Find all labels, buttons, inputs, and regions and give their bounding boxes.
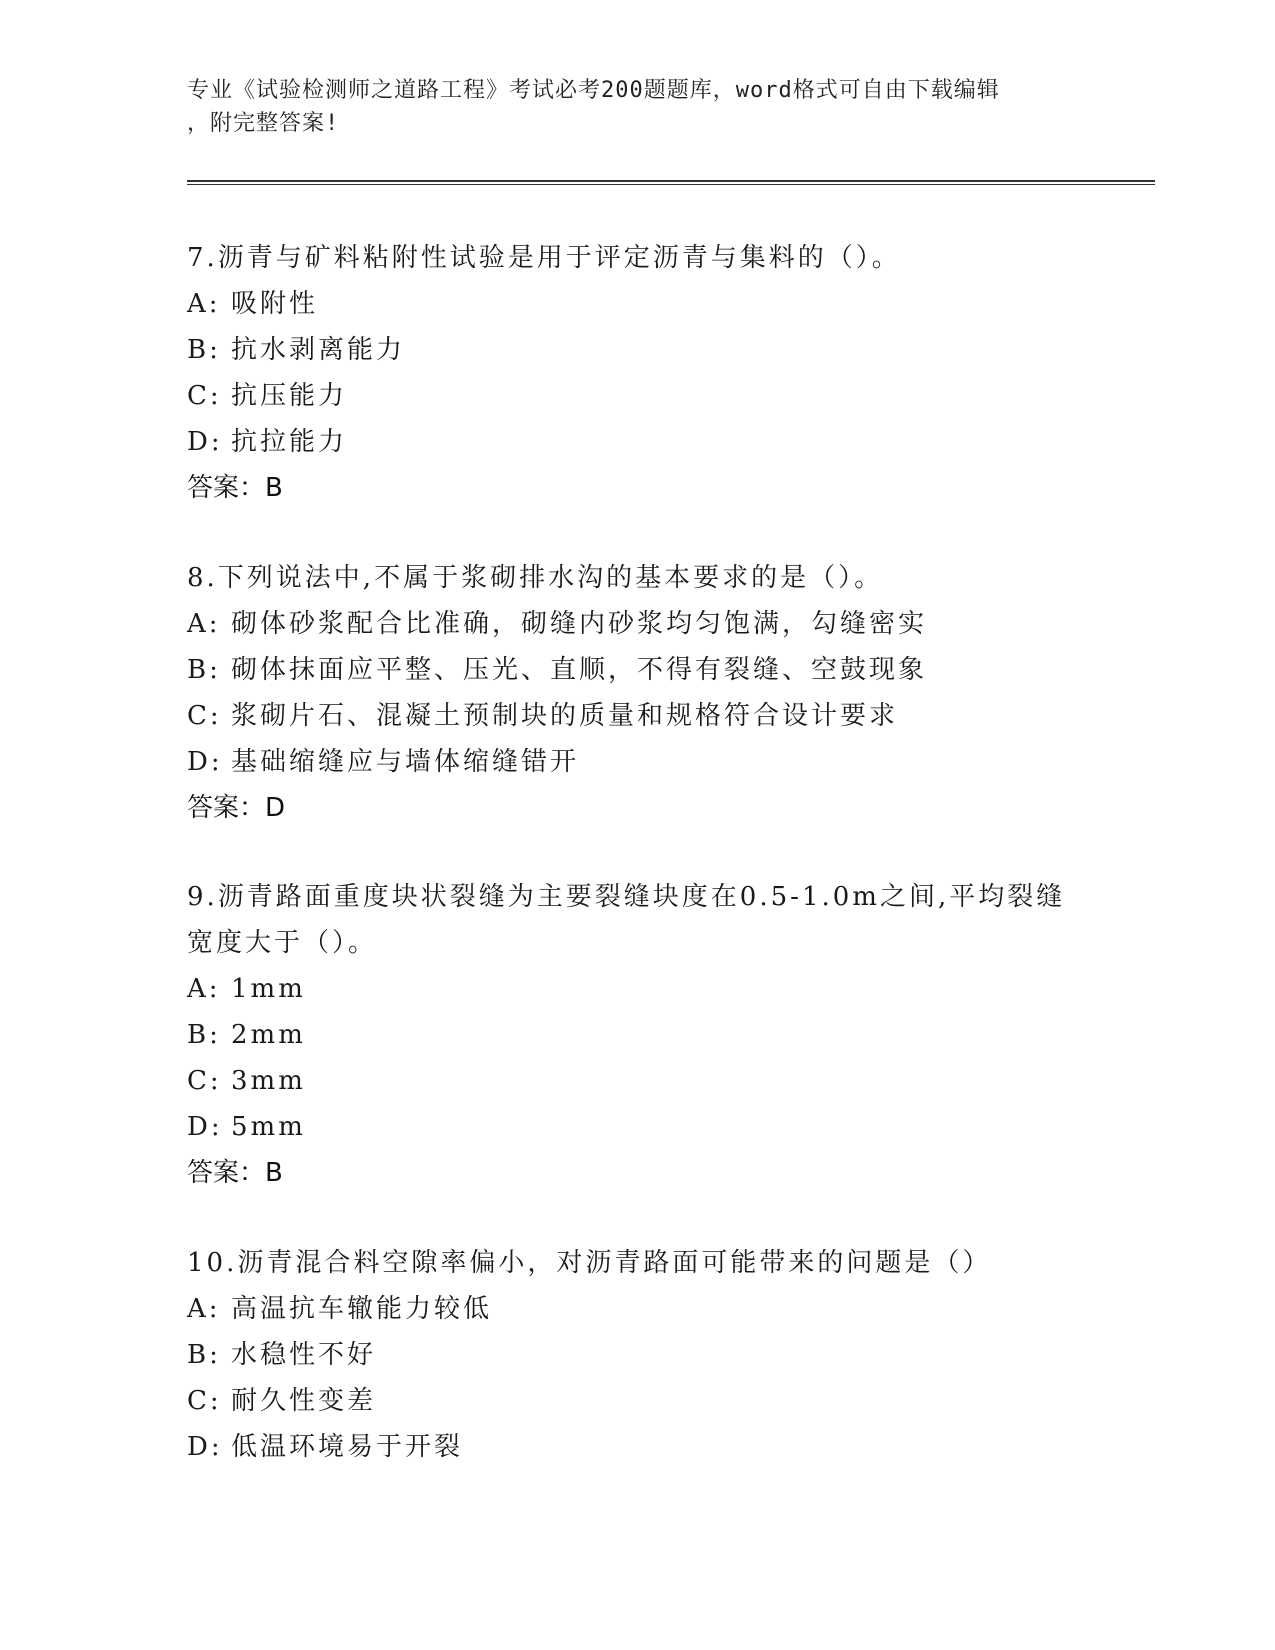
question-stem: 7.沥青与矿料粘附性试验是用于评定沥青与集料的（）。 <box>187 243 901 273</box>
option-key: C: <box>187 381 222 411</box>
option-a <box>187 601 1087 647</box>
option-a <box>187 966 1087 1012</box>
option-text: 高温抗车辙能力较低 <box>231 1294 493 1324</box>
option-text: 1mm <box>231 974 306 1004</box>
option-key: D: <box>187 1112 223 1142</box>
option-a <box>187 281 1087 327</box>
option-key: A: <box>187 974 221 1004</box>
option-b <box>187 1332 1087 1378</box>
answer-line: 答案：D <box>187 793 286 823</box>
header-title-line: 专业《试验检测师之道路工程》考试必考200题题库，word格式可自由下载编辑 <box>187 78 1000 103</box>
option-text: 吸附性 <box>231 289 319 319</box>
question-9 <box>187 874 1087 1196</box>
option-d <box>187 419 1087 465</box>
option-d <box>187 1424 1087 1470</box>
option-text: 抗水剥离能力 <box>231 335 406 365</box>
option-key: B: <box>187 1340 221 1370</box>
option-key: D: <box>187 1432 223 1462</box>
option-c <box>187 693 1087 739</box>
option-text: 基础缩缝应与墙体缩缝错开 <box>231 747 580 777</box>
option-b <box>187 327 1087 373</box>
option-text: 水稳性不好 <box>231 1340 377 1370</box>
question-10 <box>187 1240 1087 1470</box>
option-key: A: <box>187 289 221 319</box>
option-d <box>187 739 1087 785</box>
option-key: C: <box>187 1386 222 1416</box>
question-stem: 8.下列说法中,不属于浆砌排水沟的基本要求的是（）。 <box>187 563 884 593</box>
option-key: B: <box>187 1020 221 1050</box>
header-title-continuation: ，附完整答案! <box>187 111 340 136</box>
option-text: 2mm <box>231 1020 306 1050</box>
answer-line: 答案：B <box>187 1158 283 1188</box>
option-text: 浆砌片石、混凝土预制块的质量和规格符合设计要求 <box>231 701 899 731</box>
option-key: A: <box>187 1294 221 1324</box>
option-text: 耐久性变差 <box>231 1386 377 1416</box>
option-c <box>187 1058 1087 1104</box>
option-text: 抗拉能力 <box>231 427 348 457</box>
document-header <box>187 74 1067 140</box>
option-c <box>187 373 1087 419</box>
option-key: C: <box>187 1066 222 1096</box>
option-key: B: <box>187 335 221 365</box>
option-text: 砌体砂浆配合比准确，砌缝内砂浆均匀饱满，勾缝密实 <box>231 609 928 639</box>
option-c <box>187 1378 1087 1424</box>
option-text: 5mm <box>231 1112 306 1142</box>
option-key: B: <box>187 655 221 685</box>
option-key: A: <box>187 609 221 639</box>
answer-line: 答案：B <box>187 473 283 503</box>
header-divider <box>187 180 1155 185</box>
question-8 <box>187 555 1087 831</box>
option-key: D: <box>187 427 223 457</box>
question-stem: 9.沥青路面重度块状裂缝为主要裂缝块度在0.5-1.0m之间,平均裂缝宽度大于（）。 <box>187 882 1066 958</box>
question-7 <box>187 235 1087 511</box>
option-a <box>187 1286 1087 1332</box>
option-text: 砌体抹面应平整、压光、直顺，不得有裂缝、空鼓现象 <box>231 655 928 685</box>
option-text: 抗压能力 <box>231 381 348 411</box>
option-key: D: <box>187 747 223 777</box>
question-stem: 10.沥青混合料空隙率偏小，对沥青路面可能带来的问题是（） <box>187 1248 992 1278</box>
option-b <box>187 1012 1087 1058</box>
option-key: C: <box>187 701 222 731</box>
option-text: 低温环境易于开裂 <box>231 1432 464 1462</box>
option-d <box>187 1104 1087 1150</box>
option-text: 3mm <box>231 1066 306 1096</box>
option-b <box>187 647 1087 693</box>
